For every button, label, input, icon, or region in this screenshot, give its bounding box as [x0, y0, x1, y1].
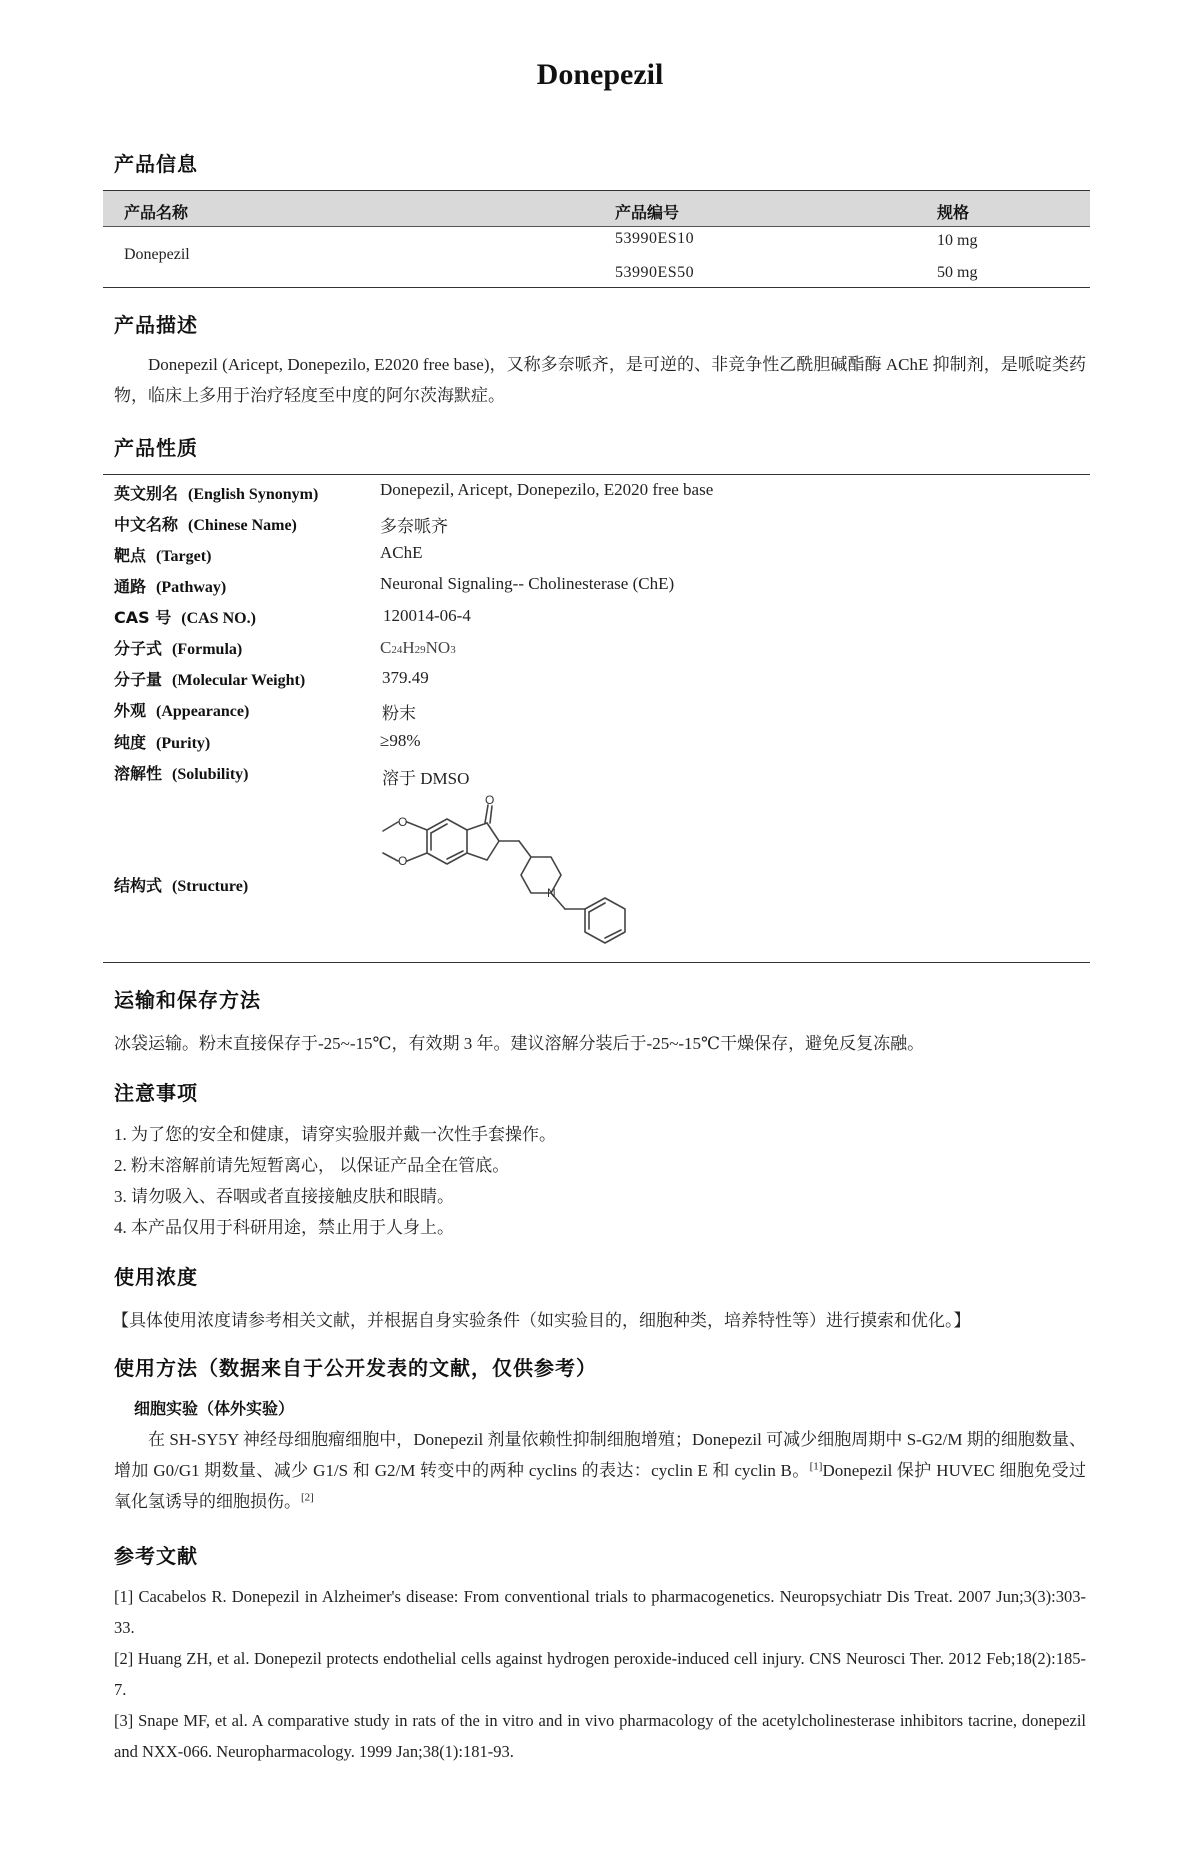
property-value-appearance: 粉末 — [382, 704, 416, 723]
property-value-purity: ≥98% — [380, 731, 421, 750]
reference-item: [2] Huang ZH, et al. Donepezil protects endothelial cells against hydrogen peroxide-induced cell injury. CNS Neurosci Ther. 2012 Feb;18(2):185-7. — [114, 1649, 1086, 1699]
method-text: 在 SH-SY5Y 神经母细胞瘤细胞中，Donepezil 剂量依赖性抑制细胞增殖；Donepezil 可减少细胞周期中 S-G2/M 期的细胞数量、增加 G0/G1 期数量、减少 G1/S 和 G2/M 转变中的两种 cyclins 的表达：cyclin E 和 cyclin B。[1]Donepezil 保护 HUVEC 细胞免受过氧化氢诱导的细胞损伤。[2] — [114, 1430, 1086, 1511]
oxygen-atom-label: O — [398, 815, 408, 829]
section-heading-method: 使用方法（数据来自于公开发表的文献，仅供参考） — [114, 1356, 597, 1380]
property-label-chinese-name: 中文名称 (Chinese Name) — [114, 515, 297, 534]
product-table-header — [103, 190, 1090, 227]
table-bottom-rule — [103, 287, 1090, 288]
concentration-text: 【具体使用浓度请参考相关文献，并根据自身实验条件（如实验目的，细胞种类，培养特性等）进行摸索和优化。】 — [112, 1311, 971, 1330]
reference-item: [3] Snape MF, et al. A comparative study in rats of the in vitro and in vivo pharmacology of the acetylcholinesterase inhibitors tacrine, donepezil and NXX-066. Neuropharmacology. 1999 Jan;38(1):181-93. — [114, 1711, 1086, 1761]
chemical-structure-image — [375, 793, 665, 958]
property-label-pathway: 通路 (Pathway) — [114, 577, 227, 596]
property-value-formula: C24H29NO3 — [380, 638, 456, 657]
property-label-target: 靶点 (Target) — [114, 546, 212, 565]
reference-item: [1] Cacabelos R. Donepezil in Alzheimer's disease: From conventional trials to pharmacogenetics. Neuropsychiatr Dis Treat. 2007 Jun;3(3):303-33. — [114, 1587, 1086, 1637]
note-item: 2. 粉末溶解前请先短暂离心， 以保证产品全在管底。 — [114, 1156, 510, 1175]
property-value-chinese-name: 多奈哌齐 — [380, 517, 448, 536]
product-code-cell: 53990ES50 — [615, 264, 695, 281]
section-heading-storage: 运输和保存方法 — [114, 988, 261, 1012]
property-value-solubility: 溶于 DMSO — [382, 769, 470, 788]
product-spec-cell: 10 mg — [937, 232, 978, 249]
product-spec-cell: 50 mg — [937, 264, 978, 281]
note-item: 3. 请勿吸入、吞咽或者直接接触皮肤和眼睛。 — [114, 1187, 454, 1206]
property-label-structure: 结构式 (Structure) — [114, 876, 249, 895]
oxygen-atom-label: O — [398, 854, 408, 868]
product-name-cell: Donepezil — [124, 246, 190, 263]
oxygen-atom-label: O — [485, 793, 495, 807]
storage-text: 冰袋运输。粉末直接保存于-25~-15℃，有效期 3 年。建议溶解分装后于-25~-15℃干燥保存，避免反复冻融。 — [114, 1034, 925, 1053]
section-heading-description: 产品描述 — [114, 313, 198, 337]
citation-marker[interactable]: [1] — [809, 1460, 823, 1473]
property-value-synonym: Donepezil, Aricept, Donepezilo, E2020 free base — [380, 480, 714, 499]
page-title: Donepezil — [536, 58, 664, 91]
column-header-code: 产品编号 — [615, 203, 680, 222]
citation-marker[interactable]: [2] — [301, 1491, 314, 1504]
property-value-cas: 120014-06-4 — [383, 606, 471, 625]
section-heading-references: 参考文献 — [114, 1544, 198, 1568]
note-item: 4. 本产品仅用于科研用途，禁止用于人身上。 — [114, 1218, 454, 1237]
note-item: 1. 为了您的安全和健康，请穿实验服并戴一次性手套操作。 — [114, 1125, 556, 1144]
property-label-appearance: 外观 (Appearance) — [114, 701, 250, 720]
property-label-solubility: 溶解性 (Solubility) — [114, 764, 249, 783]
column-header-name: 产品名称 — [124, 203, 189, 222]
property-value-target: AChE — [380, 543, 423, 562]
property-label-purity: 纯度 (Purity) — [114, 733, 211, 752]
property-label-synonym: 英文别名 (English Synonym) — [114, 484, 319, 503]
property-value-pathway: Neuronal Signaling-- Cholinesterase (ChE) — [380, 574, 675, 593]
properties-bottom-rule — [103, 962, 1090, 963]
property-label-molecular-weight: 分子量 (Molecular Weight) — [114, 670, 306, 689]
section-heading-product-info: 产品信息 — [114, 152, 198, 176]
property-label-cas: CAS 号 (CAS NO.) — [114, 608, 256, 627]
column-header-spec: 规格 — [937, 203, 970, 222]
section-heading-concentration: 使用浓度 — [114, 1265, 198, 1289]
property-value-molecular-weight: 379.49 — [382, 668, 429, 687]
subsection-heading-cell-experiment: 细胞实验（体外实验） — [134, 1399, 295, 1418]
property-label-formula: 分子式 (Formula) — [114, 639, 243, 658]
product-code-cell: 53990ES10 — [615, 230, 695, 247]
section-heading-notes: 注意事项 — [114, 1081, 198, 1105]
description-text: Donepezil (Aricept, Donepezilo, E2020 free base)，又称多奈哌齐，是可逆的、非竞争性乙酰胆碱酯酶 AChE 抑制剂，是哌啶类药物，临床上多用于治疗轻度至中度的阿尔茨海默症。 — [114, 355, 1086, 405]
properties-top-rule — [103, 474, 1090, 475]
nitrogen-atom-label: N — [547, 886, 556, 900]
section-heading-properties: 产品性质 — [114, 436, 198, 460]
